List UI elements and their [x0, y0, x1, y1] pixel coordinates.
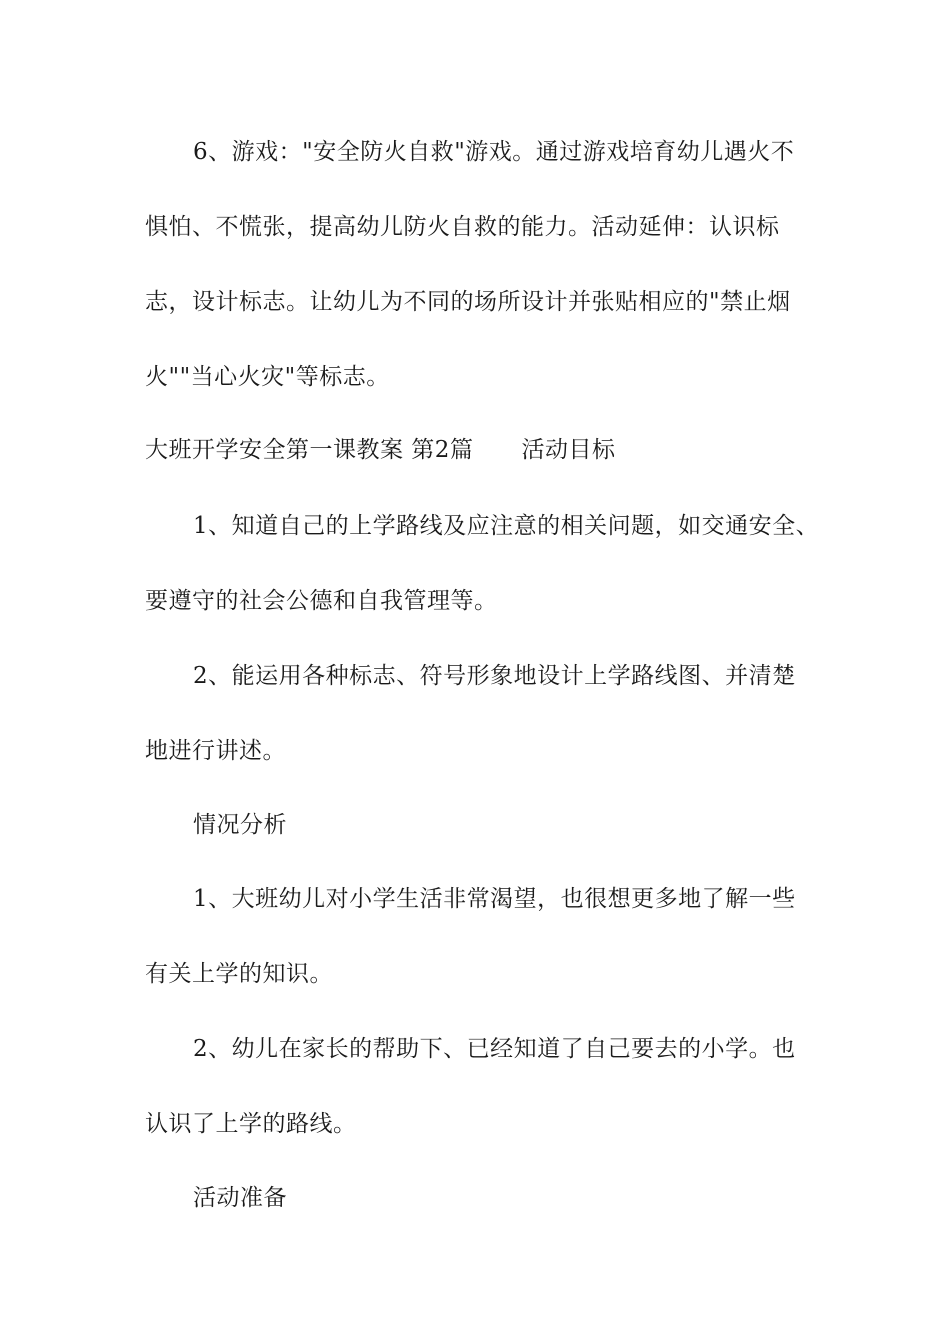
paragraph-line: 惧怕、不慌张，提高幼儿防火自救的能力。活动延伸：认识标 [145, 214, 780, 240]
section-heading-goals: 活动目标 [521, 437, 616, 463]
paragraph-line: 2、幼儿在家长的帮助下、已经知道了自己要去的小学。也 [193, 1036, 796, 1062]
paragraph-line: 6、游戏："安全防火自救"游戏。通过游戏培育幼儿遇火不 [193, 139, 795, 165]
paragraph-line: 1、大班幼儿对小学生活非常渴望，也很想更多地了解一些 [193, 886, 796, 912]
paragraph-line: 火""当心火灾"等标志。 [145, 364, 390, 390]
paragraph-line: 2、能运用各种标志、符号形象地设计上学路线图、并清楚 [193, 663, 796, 689]
paragraph-line: 要遵守的社会公德和自我管理等。 [145, 588, 498, 614]
article-title: 大班开学安全第一课教案 第2篇 [145, 437, 474, 463]
paragraph-line: 认识了上学的路线。 [145, 1111, 357, 1137]
section-heading: 情况分析 [193, 812, 287, 838]
paragraph-line: 有关上学的知识。 [145, 961, 333, 987]
paragraph-line: 志，设计标志。让幼儿为不同的场所设计并张贴相应的"禁止烟 [145, 289, 791, 315]
article-heading-row [145, 432, 825, 468]
paragraph-line: 1、知道自己的上学路线及应注意的相关问题，如交通安全、 [193, 513, 820, 539]
paragraph-line: 地进行讲述。 [145, 738, 286, 764]
section-heading: 活动准备 [193, 1185, 287, 1211]
